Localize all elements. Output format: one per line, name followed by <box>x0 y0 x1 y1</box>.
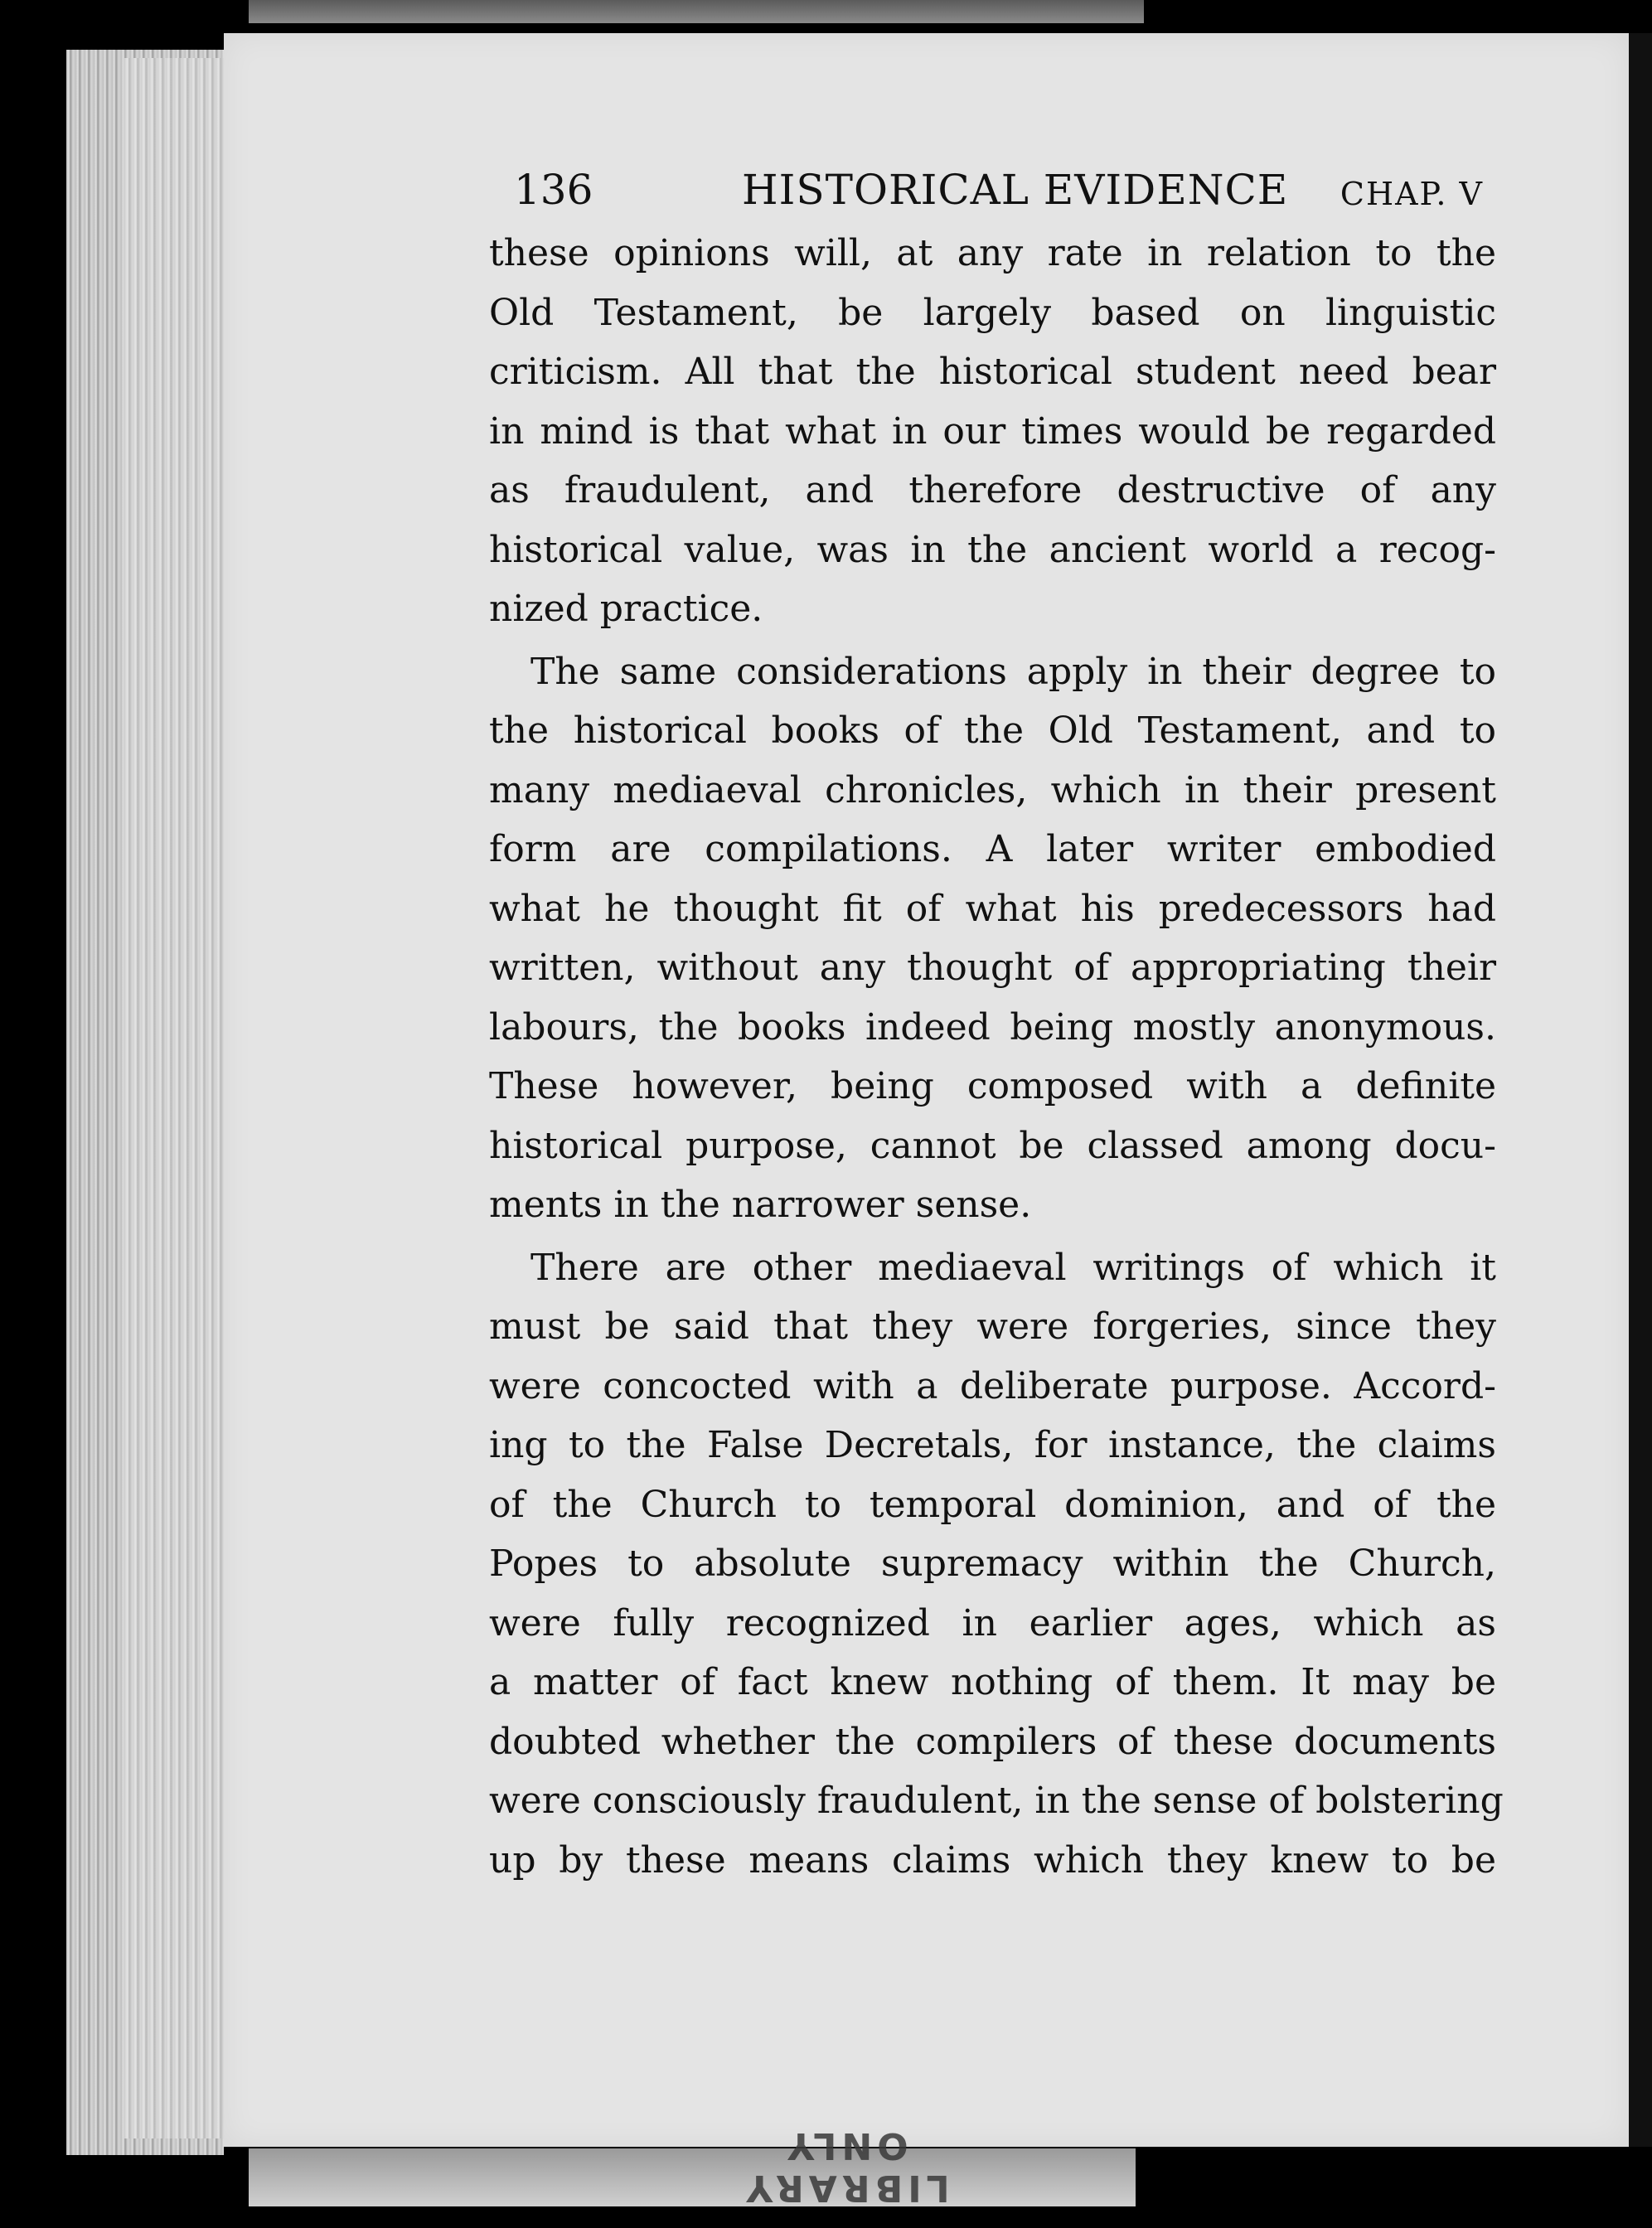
text-line: Popes to absolute supremacy within the Church, <box>489 1543 1496 1585</box>
text-line: The same considerations apply in their degree to <box>530 650 1496 693</box>
text-line: many mediaeval chronicles, which in their present <box>489 768 1496 811</box>
text-line: were concocted with a deliberate purpose. Accord- <box>489 1364 1496 1407</box>
text-line: criticism. All that the historical student need bear <box>489 351 1496 393</box>
running-title: HISTORICAL EVIDENCE <box>742 166 1289 214</box>
text-line: ments in the narrower sense. <box>489 1184 1032 1226</box>
text-line: doubted whether the compilers of these documents <box>489 1720 1496 1763</box>
text-line: nized practice. <box>489 588 763 630</box>
text-line: form are compilations. A later writer embodied <box>489 828 1496 870</box>
text-line: These however, being composed with a definite <box>489 1065 1496 1107</box>
text-line: in mind is that what in our times would be regarded <box>489 409 1496 453</box>
text-line: the historical books of the Old Testament, and to <box>489 710 1496 752</box>
text-line: were consciously fraudulent, in the sense of bolstering <box>489 1780 1504 1822</box>
scan-right-border <box>1629 33 1652 2147</box>
paragraph-3 <box>489 1238 1504 1891</box>
text-line: were fully recognized in earlier ages, which as <box>489 1601 1496 1644</box>
text-line: a matter of fact knew nothing of them. It may be <box>489 1661 1496 1703</box>
running-head <box>489 157 1496 224</box>
text-line: as fraudulent, and therefore destructive of any <box>489 469 1496 511</box>
text-line: of the Church to temporal dominion, and of the <box>489 1483 1496 1526</box>
text-line: these opinions will, at any rate in relation to the <box>489 232 1496 274</box>
text-line: labours, the books indeed being mostly anonymous. <box>489 1005 1496 1049</box>
text-line: written, without any thought of appropriating their <box>489 947 1496 989</box>
text-line: There are other mediaeval writings of which it <box>530 1246 1496 1289</box>
paragraph-1 <box>489 224 1496 639</box>
book-page-edges-inner <box>124 58 240 2138</box>
text-line: what he thought fit of what his predecessors had <box>489 887 1496 930</box>
text-line: must be said that they were forgeries, since they <box>489 1305 1496 1348</box>
text-line: up by these means claims which they knew to be <box>489 1838 1496 1882</box>
page-text <box>489 157 1504 1890</box>
text-line: ing to the False Decretals, for instance, the claims <box>489 1424 1496 1466</box>
scan-top-border <box>249 0 1144 23</box>
page-number: 136 <box>514 166 593 214</box>
library-stamp: LIBRARY ONLY <box>741 2124 950 2209</box>
paragraph-2 <box>489 642 1496 1235</box>
chapter-label: CHAP. V <box>1340 176 1484 212</box>
text-line: historical value, was in the ancient world a recog- <box>489 528 1496 571</box>
text-line: Old Testament, be largely based on linguistic <box>489 291 1496 334</box>
text-line: historical purpose, cannot be classed among docu- <box>489 1124 1496 1167</box>
